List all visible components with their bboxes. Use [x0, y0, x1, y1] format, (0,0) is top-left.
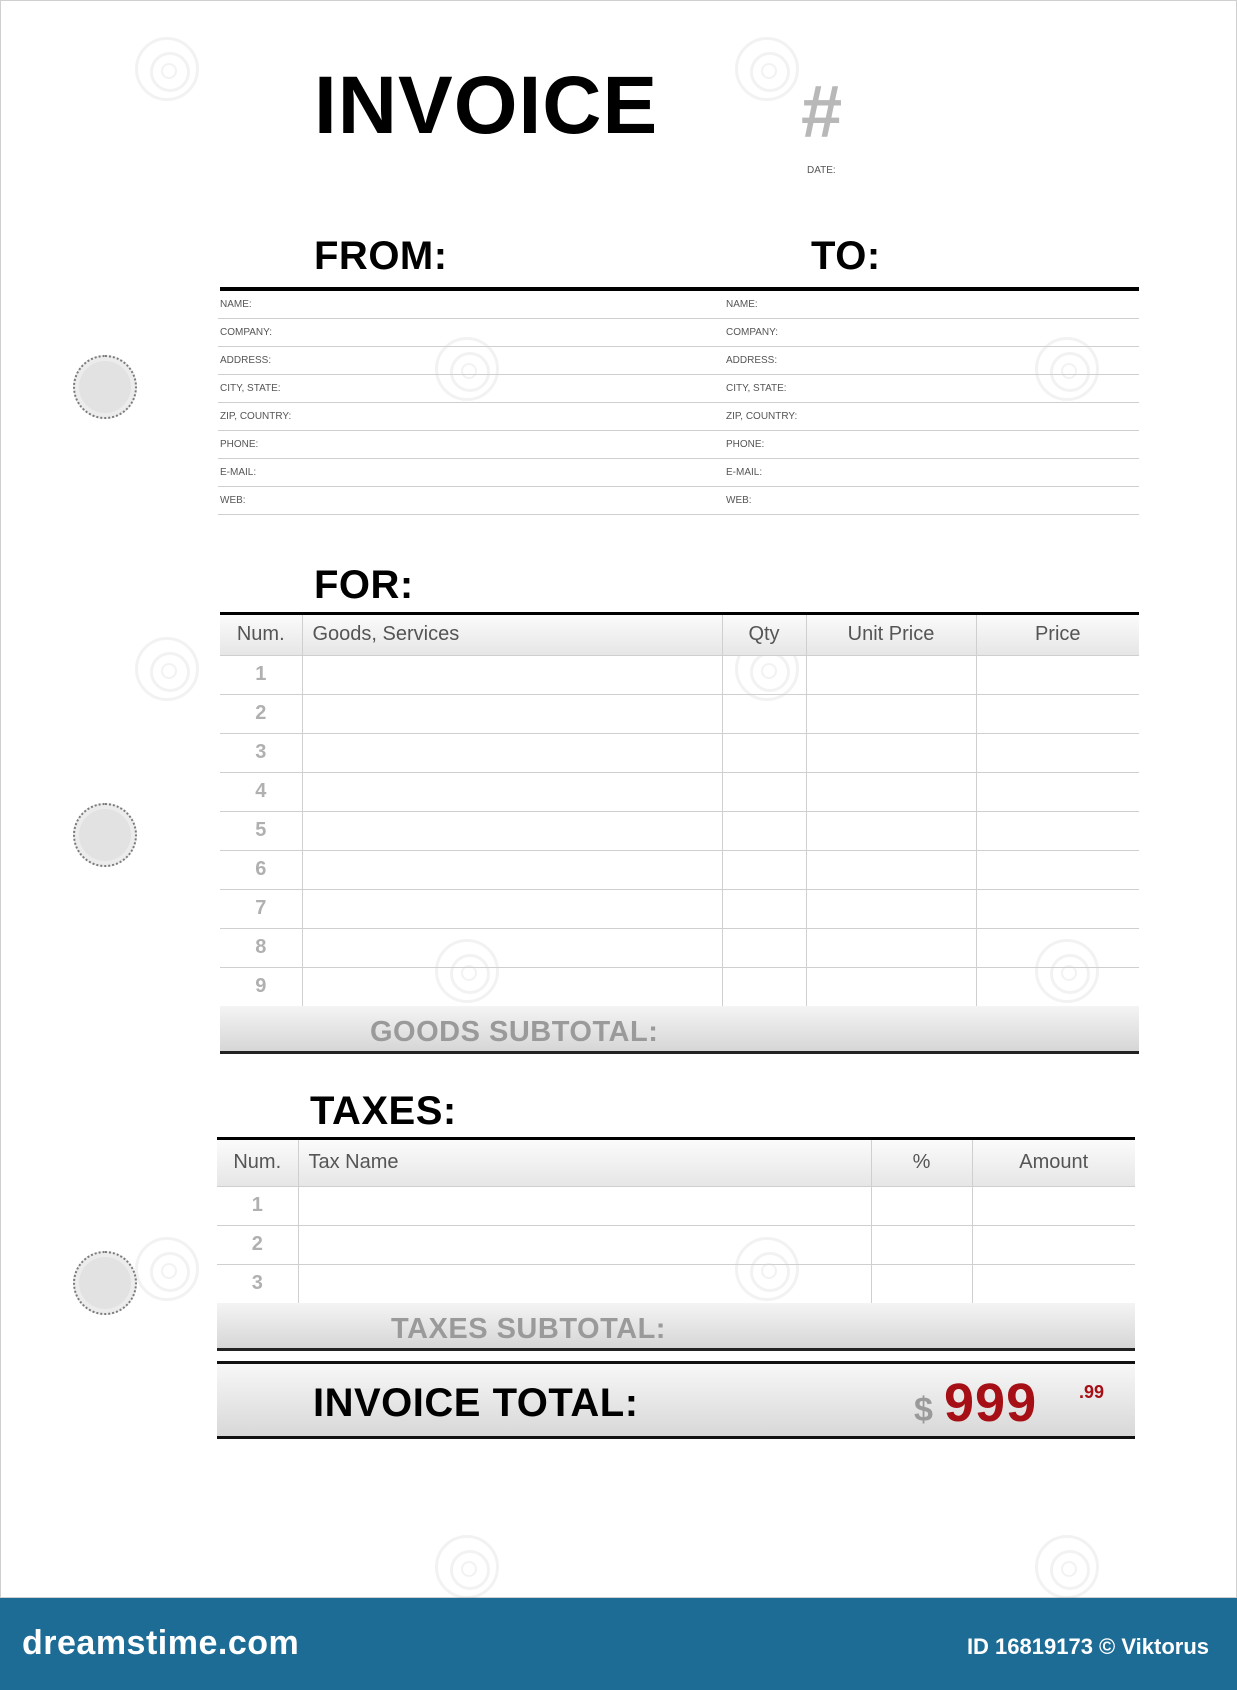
table-row	[220, 850, 1139, 889]
goods-cell[interactable]	[302, 811, 722, 850]
qty-cell[interactable]	[722, 772, 806, 811]
from-phone-field[interactable]: PHONE:	[218, 431, 724, 459]
goods-cell[interactable]	[302, 928, 722, 967]
taxes-header-row	[217, 1140, 1135, 1186]
table-row	[220, 928, 1139, 967]
table-row	[217, 1264, 1135, 1303]
unit-price-cell[interactable]	[806, 850, 976, 889]
unit-price-cell[interactable]	[806, 811, 976, 850]
goods-cell[interactable]	[302, 850, 722, 889]
table-row	[220, 733, 1139, 772]
goods-cell[interactable]	[302, 655, 722, 694]
from-city-state-field[interactable]: CITY, STATE:	[218, 375, 724, 403]
price-cell[interactable]	[976, 811, 1139, 850]
goods-cell[interactable]	[302, 772, 722, 811]
to-address-field[interactable]: ADDRESS:	[724, 347, 1139, 375]
row-number: 7	[220, 889, 302, 928]
row-number: 5	[220, 811, 302, 850]
row-number: 1	[220, 655, 302, 694]
to-phone-field[interactable]: PHONE:	[724, 431, 1139, 459]
from-address-field[interactable]: ADDRESS:	[218, 347, 724, 375]
watermark-swirl-icon	[135, 1237, 199, 1301]
goods-cell[interactable]	[302, 733, 722, 772]
from-heading: FROM:	[314, 234, 448, 278]
table-row	[220, 811, 1139, 850]
table-row	[220, 967, 1139, 1006]
invoice-total-cents: .99	[1079, 1382, 1105, 1402]
watermark-swirl-icon	[735, 37, 799, 101]
qty-cell[interactable]	[722, 733, 806, 772]
for-heading: FOR:	[314, 563, 414, 607]
brand-logo: dreamstime.com	[22, 1624, 300, 1662]
binder-hole-middle	[73, 803, 137, 867]
to-company-field[interactable]: COMPANY:	[724, 319, 1139, 347]
invoice-title: INVOICE	[314, 60, 659, 151]
goods-cell[interactable]	[302, 694, 722, 733]
column-header-num: Num.	[220, 615, 302, 655]
from-web-field[interactable]: WEB:	[218, 487, 724, 515]
to-name-field[interactable]: NAME:	[724, 291, 1139, 319]
price-cell[interactable]	[976, 928, 1139, 967]
price-cell[interactable]	[976, 889, 1139, 928]
column-header-price: Price	[976, 615, 1139, 655]
watermark-swirl-icon	[135, 37, 199, 101]
to-email-field[interactable]: E-MAIL:	[724, 459, 1139, 487]
qty-cell[interactable]	[722, 928, 806, 967]
table-row	[220, 772, 1139, 811]
qty-cell[interactable]	[722, 694, 806, 733]
taxes-subtotal-label: TAXES SUBTOTAL:	[391, 1313, 666, 1345]
row-number: 8	[220, 928, 302, 967]
price-cell[interactable]	[976, 850, 1139, 889]
row-number: 1	[217, 1186, 298, 1225]
to-zip-country-field[interactable]: ZIP, COUNTRY:	[724, 403, 1139, 431]
unit-price-cell[interactable]	[806, 928, 976, 967]
percent-cell[interactable]	[871, 1186, 972, 1225]
row-number: 6	[220, 850, 302, 889]
date-label: DATE:	[807, 165, 836, 176]
to-web-field[interactable]: WEB:	[724, 487, 1139, 515]
column-header-tax-name: Tax Name	[298, 1140, 871, 1186]
row-number: 2	[220, 694, 302, 733]
price-cell[interactable]	[976, 694, 1139, 733]
goods-subtotal-bar	[220, 1006, 1139, 1054]
percent-cell[interactable]	[871, 1225, 972, 1264]
tax-name-cell[interactable]	[298, 1186, 871, 1225]
invoice-number-symbol: #	[801, 70, 843, 153]
taxes-subtotal-bar	[217, 1303, 1135, 1351]
unit-price-cell[interactable]	[806, 772, 976, 811]
invoice-total-label: INVOICE TOTAL:	[313, 1381, 639, 1425]
invoice-total-amount: 999	[944, 1373, 1038, 1433]
unit-price-cell[interactable]	[806, 694, 976, 733]
qty-cell[interactable]	[722, 889, 806, 928]
goods-cell[interactable]	[302, 967, 722, 1006]
from-zip-country-field[interactable]: ZIP, COUNTRY:	[218, 403, 724, 431]
table-row	[217, 1186, 1135, 1225]
row-number: 3	[217, 1264, 298, 1303]
table-row	[217, 1225, 1135, 1264]
column-header-num: Num.	[217, 1140, 298, 1186]
percent-cell[interactable]	[871, 1264, 972, 1303]
to-city-state-field[interactable]: CITY, STATE:	[724, 375, 1139, 403]
row-number: 4	[220, 772, 302, 811]
price-cell[interactable]	[976, 772, 1139, 811]
qty-cell[interactable]	[722, 967, 806, 1006]
from-email-field[interactable]: E-MAIL:	[218, 459, 724, 487]
goods-subtotal-label: GOODS SUBTOTAL:	[370, 1016, 659, 1048]
table-row	[220, 694, 1139, 733]
column-header-goods-services: Goods, Services	[302, 615, 722, 655]
unit-price-cell[interactable]	[806, 967, 976, 1006]
column-header-percent: %	[871, 1140, 972, 1186]
qty-cell[interactable]	[722, 850, 806, 889]
row-number: 2	[217, 1225, 298, 1264]
column-header-unit-price: Unit Price	[806, 615, 976, 655]
from-name-field[interactable]: NAME:	[218, 291, 724, 319]
table-row	[220, 889, 1139, 928]
watermark-swirl-icon	[135, 637, 199, 701]
goods-header-row	[220, 615, 1139, 655]
invoice-total-bar	[217, 1361, 1135, 1439]
currency-symbol: $	[914, 1391, 933, 1429]
table-row	[220, 655, 1139, 694]
amount-cell[interactable]	[972, 1225, 1135, 1264]
image-id-label: ID 16819173 © Viktorus	[966, 1634, 1209, 1659]
row-number: 3	[220, 733, 302, 772]
price-cell[interactable]	[976, 967, 1139, 1006]
column-header-amount: Amount	[972, 1140, 1135, 1186]
amount-cell[interactable]	[972, 1264, 1135, 1303]
from-address-block	[218, 291, 724, 515]
unit-price-cell[interactable]	[806, 655, 976, 694]
goods-cell[interactable]	[302, 889, 722, 928]
qty-cell[interactable]	[722, 655, 806, 694]
column-header-qty: Qty	[722, 615, 806, 655]
to-heading: TO:	[811, 234, 881, 278]
tax-name-cell[interactable]	[298, 1264, 871, 1303]
price-cell[interactable]	[976, 733, 1139, 772]
to-address-block	[724, 291, 1139, 515]
watermark-footer	[0, 1598, 1237, 1690]
goods-table	[220, 615, 1139, 1006]
tax-name-cell[interactable]	[298, 1225, 871, 1264]
amount-cell[interactable]	[972, 1186, 1135, 1225]
unit-price-cell[interactable]	[806, 733, 976, 772]
qty-cell[interactable]	[722, 811, 806, 850]
watermark-swirl-icon	[435, 1535, 499, 1599]
from-company-field[interactable]: COMPANY:	[218, 319, 724, 347]
unit-price-cell[interactable]	[806, 889, 976, 928]
taxes-heading: TAXES:	[310, 1089, 457, 1133]
taxes-table	[217, 1140, 1135, 1303]
binder-hole-top	[73, 355, 137, 419]
price-cell[interactable]	[976, 655, 1139, 694]
watermark-swirl-icon	[1035, 1535, 1099, 1599]
binder-hole-bottom	[73, 1251, 137, 1315]
row-number: 9	[220, 967, 302, 1006]
